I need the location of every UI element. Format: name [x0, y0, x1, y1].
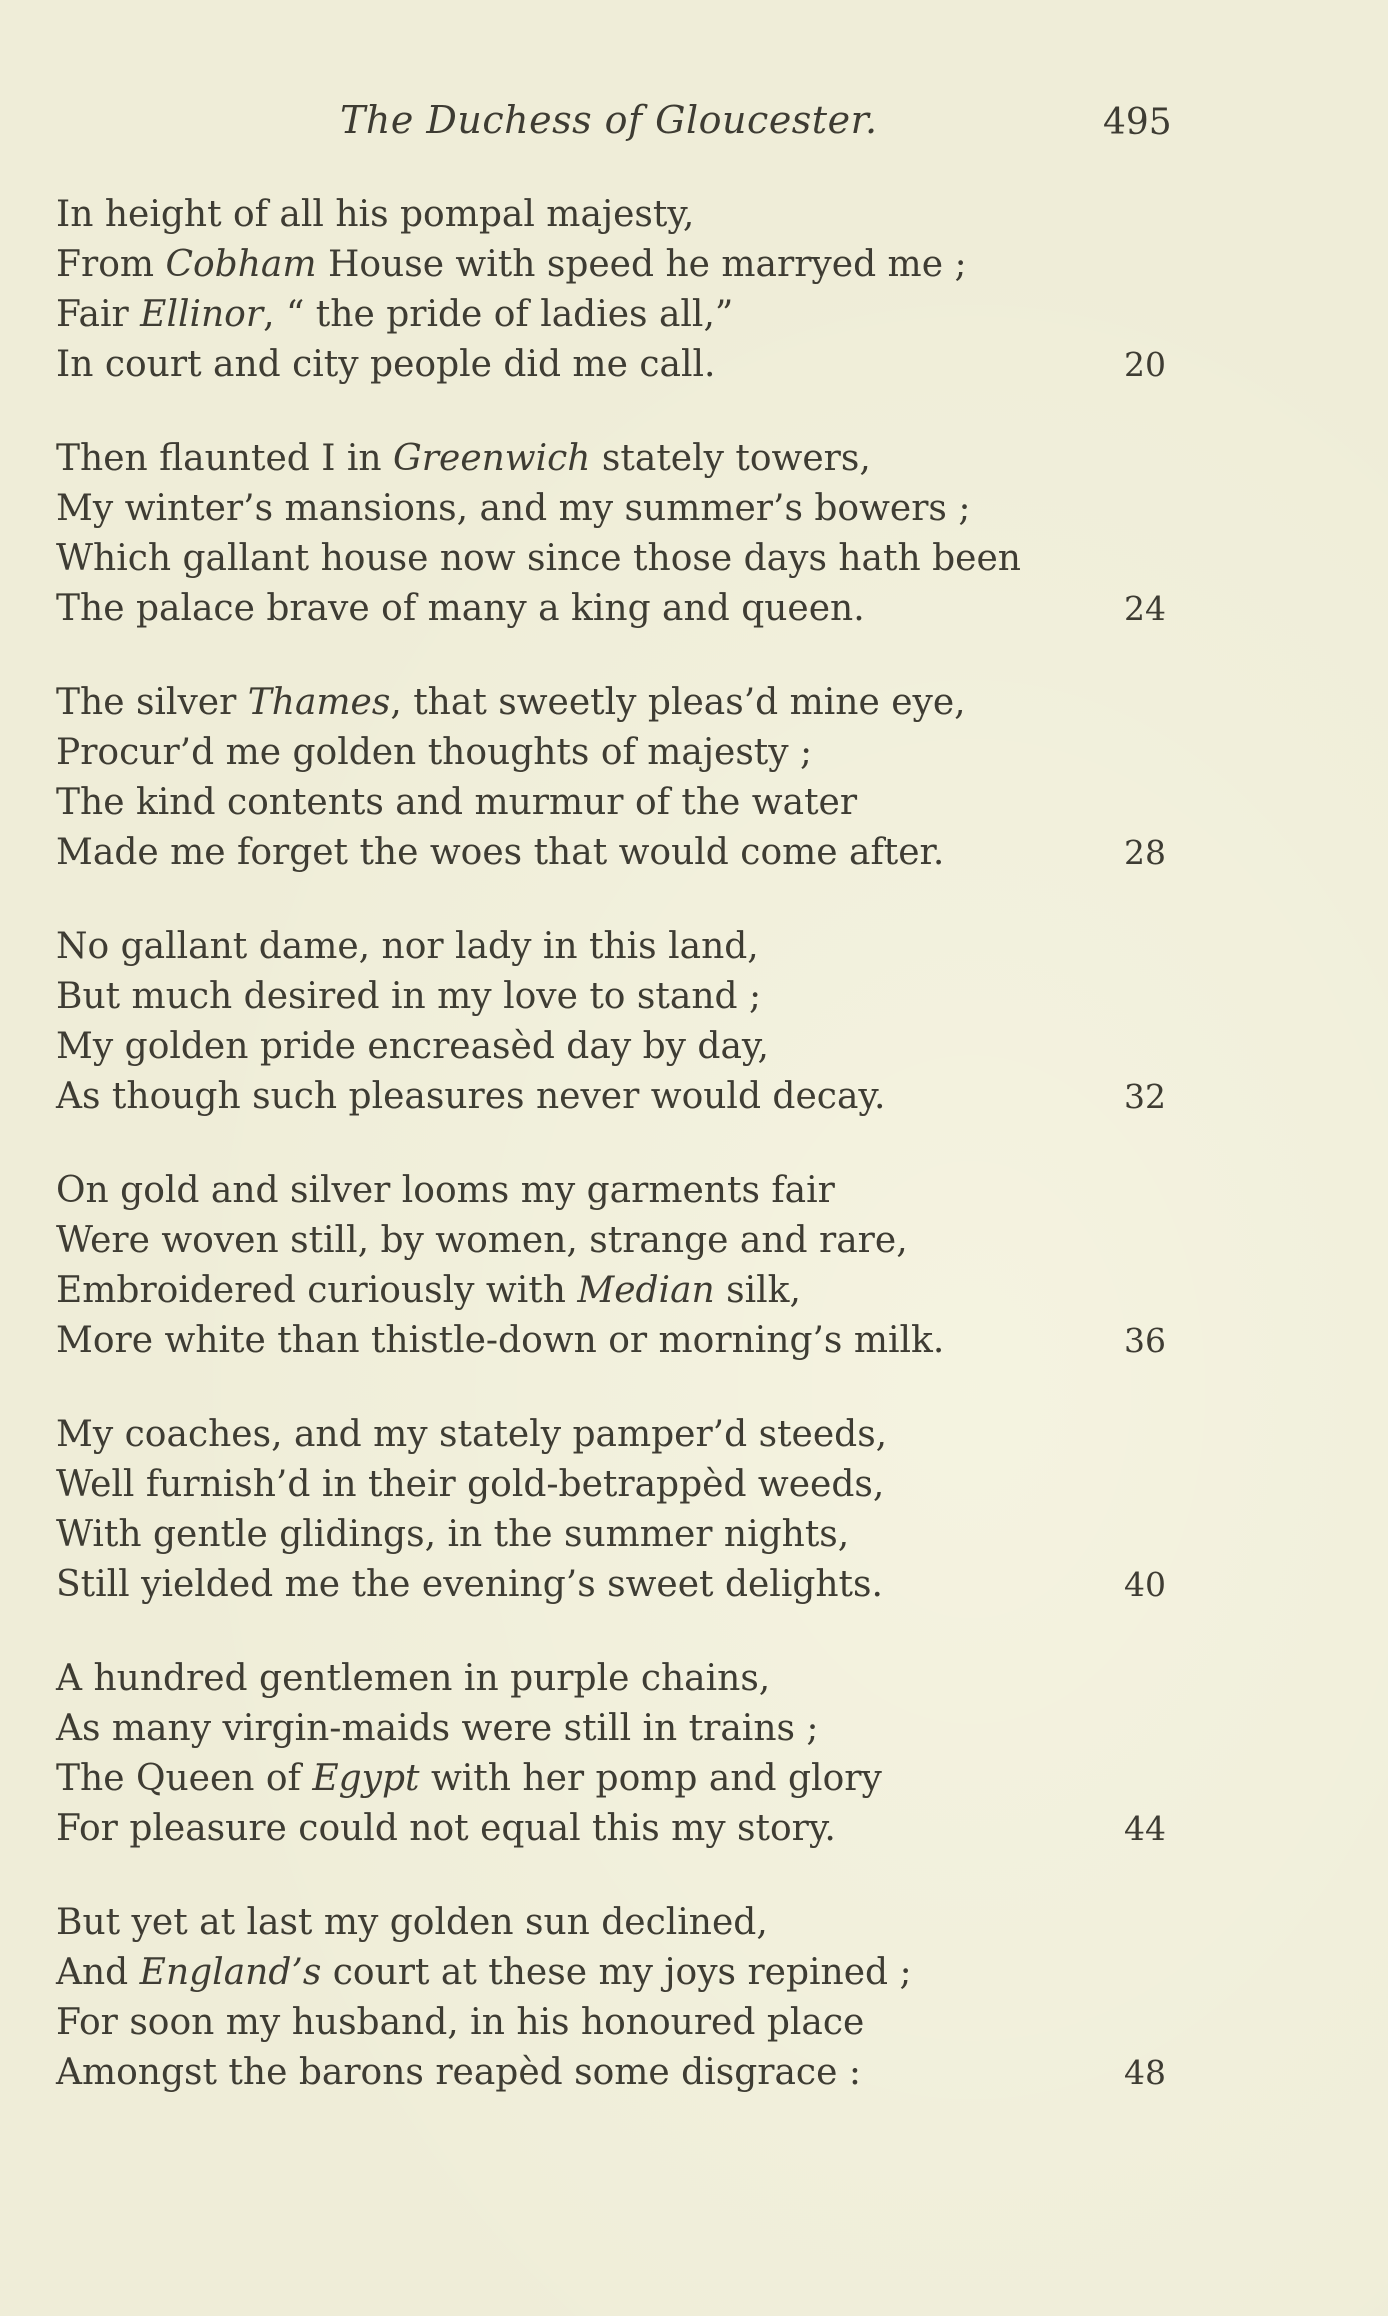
line-number: 20: [1124, 345, 1166, 384]
verse-line: [56, 240, 1176, 290]
verse-text: A hundred gentlemen in purple chains,: [56, 1658, 771, 1699]
line-number: 36: [1124, 1321, 1166, 1360]
verse-line: [56, 2048, 1176, 2098]
italic-name: Egypt: [312, 1758, 420, 1799]
verse-text: Embroidered curiously with: [56, 1270, 578, 1311]
verse-line: [56, 1460, 1176, 1510]
verse-text: stately towers,: [590, 438, 871, 479]
verse-line: [56, 1166, 1176, 1216]
verse-line: [56, 1704, 1176, 1754]
stanza: [56, 1898, 1176, 2098]
verse-text: Amongst the barons reapèd some disgrace :: [56, 2052, 861, 2093]
verse-line: [56, 1754, 1176, 1804]
verse-text: But yet at last my golden sun declined,: [56, 1902, 768, 1943]
verse-text: As many virgin-maids were still in trains ;: [56, 1708, 819, 1749]
verse-text: From: [56, 244, 166, 285]
line-number: 28: [1124, 833, 1166, 872]
stanza: [56, 190, 1176, 390]
page-number: 495: [1103, 102, 1172, 143]
verse-line: [56, 484, 1176, 534]
verse-line: [56, 1510, 1176, 1560]
verse-text: For soon my husband, in his honoured place: [56, 2002, 865, 2043]
verse-line: [56, 340, 1176, 390]
italic-name: Greenwich: [393, 438, 591, 479]
line-number: 24: [1124, 589, 1166, 628]
verse-text: The silver: [56, 682, 248, 723]
verse-line: [56, 1072, 1176, 1122]
verse-text: No gallant dame, nor lady in this land,: [56, 926, 759, 967]
verse-text: silk,: [714, 1270, 801, 1311]
verse-text: My winter’s mansions, and my summer’s bowers ;: [56, 488, 971, 529]
verse-text: Made me forget the woes that would come after.: [56, 832, 945, 873]
stanza: [56, 1654, 1176, 1854]
line-number: 44: [1124, 1809, 1166, 1848]
verse-text: More white than thistle-down or morning’s milk.: [56, 1320, 945, 1361]
verse-text: Still yielded me the evening’s sweet delights.: [56, 1564, 883, 1605]
italic-name: England’s: [139, 1952, 322, 1993]
verse-text: In court and city people did me call.: [56, 344, 716, 385]
verse-text: Then flaunted I in: [56, 438, 394, 479]
verse-text: My coaches, and my stately pamper’d steeds,: [56, 1414, 888, 1455]
verse-text: On gold and silver looms my garments fair: [56, 1170, 835, 1211]
stanza: [56, 434, 1176, 634]
verse-line: [56, 828, 1176, 878]
verse-text: Procur’d me golden thoughts of majesty ;: [56, 732, 813, 773]
poem-body: [56, 190, 1176, 2142]
stanza: [56, 1410, 1176, 1610]
verse-line: [56, 778, 1176, 828]
verse-line: [56, 190, 1176, 240]
verse-line: [56, 1022, 1176, 1072]
italic-name: Median: [577, 1270, 715, 1311]
verse-line: [56, 728, 1176, 778]
verse-text: In height of all his pompal majesty,: [56, 194, 695, 235]
line-number: 32: [1124, 1077, 1166, 1116]
verse-text: But much desired in my love to stand ;: [56, 976, 762, 1017]
italic-name: Thames: [247, 682, 391, 723]
verse-line: [56, 1410, 1176, 1460]
verse-text: Which gallant house now since those days hath been: [56, 538, 1021, 579]
verse-text: with her pomp and glory: [419, 1758, 882, 1799]
verse-text: Well furnish’d in their gold-betrappèd weeds,: [56, 1464, 885, 1505]
verse-line: [56, 434, 1176, 484]
verse-text: For pleasure could not equal this my story.: [56, 1808, 836, 1849]
verse-line: [56, 1898, 1176, 1948]
verse-line: [56, 534, 1176, 584]
running-title: The Duchess of Gloucester.: [340, 98, 878, 142]
stanza: [56, 1166, 1176, 1366]
verse-line: [56, 1998, 1176, 2048]
verse-text: The kind contents and murmur of the water: [56, 782, 858, 823]
verse-line: [56, 1216, 1176, 1266]
verse-text: House with speed he marryed me ;: [316, 244, 967, 285]
verse-line: [56, 1266, 1176, 1316]
line-number: 48: [1124, 2053, 1166, 2092]
verse-line: [56, 290, 1176, 340]
verse-line: [56, 1560, 1176, 1610]
verse-line: [56, 584, 1176, 634]
verse-line: [56, 1948, 1176, 1998]
page-header: [0, 98, 1388, 158]
verse-line: [56, 972, 1176, 1022]
italic-name: Cobham: [165, 244, 317, 285]
line-number: 40: [1124, 1565, 1166, 1604]
verse-line: [56, 1654, 1176, 1704]
verse-text: , that sweetly pleas’d mine eye,: [390, 682, 966, 723]
verse-text: The Queen of: [56, 1758, 313, 1799]
italic-name: Ellinor: [140, 294, 264, 335]
verse-text: And: [56, 1952, 140, 1993]
verse-text: Fair: [56, 294, 141, 335]
verse-text: court at these my joys repined ;: [321, 1952, 912, 1993]
verse-text: With gentle glidings, in the summer nights,: [56, 1514, 850, 1555]
verse-line: [56, 1316, 1176, 1366]
stanza: [56, 922, 1176, 1122]
verse-text: , “ the pride of ladies all,”: [263, 294, 734, 335]
verse-text: The palace brave of many a king and queen.: [56, 588, 865, 629]
verse-line: [56, 922, 1176, 972]
stanza: [56, 678, 1176, 878]
verse-text: My golden pride encreasèd day by day,: [56, 1026, 769, 1067]
verse-line: [56, 678, 1176, 728]
verse-text: Were woven still, by women, strange and rare,: [56, 1220, 908, 1261]
verse-text: As though such pleasures never would decay.: [56, 1076, 886, 1117]
verse-line: [56, 1804, 1176, 1854]
